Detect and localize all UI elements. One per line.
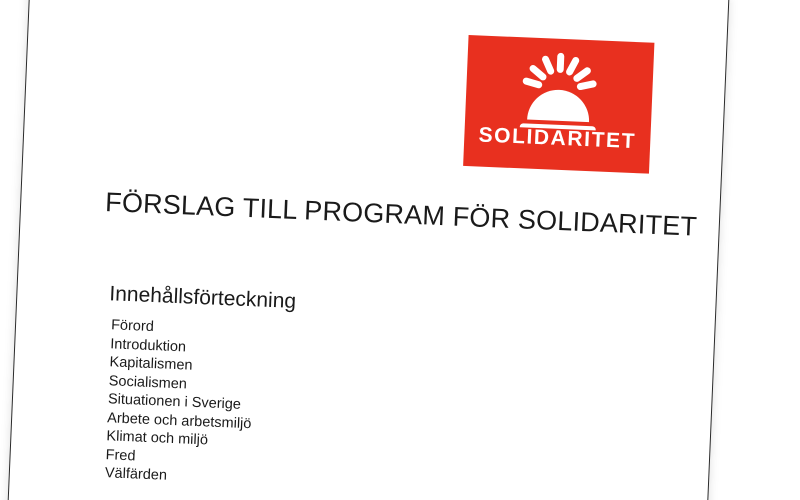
toc-list: [105, 316, 532, 500]
toc-item: Situationen i Sverige: [107, 391, 242, 413]
toc-item: Introduktion: [110, 335, 187, 355]
logo-wordmark: SOLIDARITET: [478, 123, 637, 154]
document-page: [7, 0, 730, 500]
rising-sun-icon: [465, 43, 654, 133]
page-title: FÖRSLAG TILL PROGRAM FÖR SOLIDARITET: [104, 186, 698, 242]
toc-item: Förord: [110, 317, 155, 336]
page-content: [8, 0, 729, 500]
toc-item: Socialismen: [108, 372, 188, 393]
solidaritet-logo: [463, 35, 654, 174]
toc-item: Arbete och arbetsmiljö: [106, 409, 252, 432]
toc-item: Fred: [105, 446, 136, 464]
toc-heading: Innehållsförteckning: [108, 282, 297, 314]
toc-item: Klimat och miljö: [106, 428, 209, 449]
toc-item: Kapitalismen: [109, 354, 193, 374]
toc-item: Välfärden: [104, 465, 168, 484]
